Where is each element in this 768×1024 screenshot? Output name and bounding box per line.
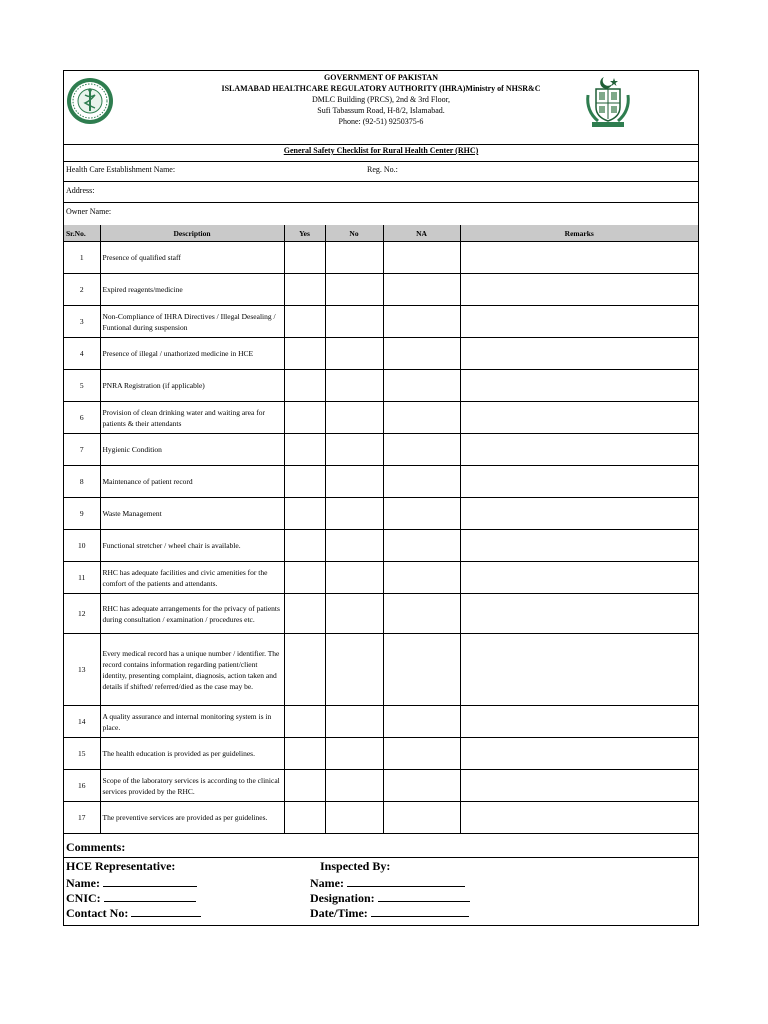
row-yes-cell[interactable] xyxy=(284,242,325,274)
rep-cnic-label: CNIC: xyxy=(66,891,101,905)
row-remarks-cell[interactable] xyxy=(460,770,698,802)
table-row xyxy=(64,594,698,634)
col-header-na: NA xyxy=(383,225,460,242)
row-yes-cell[interactable] xyxy=(284,530,325,562)
designation-label: Designation: xyxy=(310,891,375,905)
row-na-cell[interactable] xyxy=(383,634,460,706)
row-srno: 10 xyxy=(64,530,100,562)
row-yes-cell[interactable] xyxy=(284,466,325,498)
row-na-cell[interactable] xyxy=(383,594,460,634)
row-no-cell[interactable] xyxy=(325,370,383,402)
row-remarks-cell[interactable] xyxy=(460,530,698,562)
row-no-cell[interactable] xyxy=(325,242,383,274)
checklist-table xyxy=(64,225,698,834)
row-no-cell[interactable] xyxy=(325,402,383,434)
header-line-5: Phone: (92-51) 9250375-6 xyxy=(338,117,424,126)
col-header-remarks: Remarks xyxy=(460,225,698,242)
row-srno: 14 xyxy=(64,706,100,738)
row-no-cell[interactable] xyxy=(325,466,383,498)
row-no-cell[interactable] xyxy=(325,530,383,562)
row-no-cell[interactable] xyxy=(325,738,383,770)
row-yes-cell[interactable] xyxy=(284,738,325,770)
row-description: Maintenance of patient record xyxy=(100,466,284,498)
row-remarks-cell[interactable] xyxy=(460,370,698,402)
reg-no-label: Reg. No.: xyxy=(367,165,398,174)
table-row xyxy=(64,562,698,594)
row-no-cell[interactable] xyxy=(325,498,383,530)
row-no-cell[interactable] xyxy=(325,338,383,370)
row-srno: 7 xyxy=(64,434,100,466)
row-srno: 13 xyxy=(64,634,100,706)
table-row xyxy=(64,370,698,402)
address-label: Address: xyxy=(66,186,95,195)
row-remarks-cell[interactable] xyxy=(460,402,698,434)
row-yes-cell[interactable] xyxy=(284,434,325,466)
row-srno: 15 xyxy=(64,738,100,770)
table-row xyxy=(64,530,698,562)
row-na-cell[interactable] xyxy=(383,562,460,594)
comments-row[interactable] xyxy=(64,839,698,858)
row-yes-cell[interactable] xyxy=(284,498,325,530)
row-yes-cell[interactable] xyxy=(284,306,325,338)
pakistan-emblem-icon xyxy=(584,75,632,129)
address-row[interactable] xyxy=(64,182,698,203)
row-description: Expired reagents/medicine xyxy=(100,274,284,306)
table-row xyxy=(64,634,698,706)
hce-name-label: Health Care Establishment Name: xyxy=(66,165,176,174)
row-srno: 12 xyxy=(64,594,100,634)
checklist-form xyxy=(63,70,699,926)
row-description: Scope of the laboratory services is according to the clinical services provided by the RHC. xyxy=(100,770,284,802)
header-line-4: Sufi Tabassum Road, H-8/2, Islamabad. xyxy=(317,106,445,115)
row-yes-cell[interactable] xyxy=(284,370,325,402)
row-description: Presence of qualified staff xyxy=(100,242,284,274)
rep-name-label: Name: xyxy=(66,876,100,890)
row-remarks-cell[interactable] xyxy=(460,562,698,594)
row-remarks-cell[interactable] xyxy=(460,738,698,770)
col-header-no: No xyxy=(325,225,383,242)
row-no-cell[interactable] xyxy=(325,706,383,738)
table-row xyxy=(64,770,698,802)
datetime-line[interactable] xyxy=(371,904,469,917)
row-na-cell[interactable] xyxy=(383,434,460,466)
row-description: Presence of illegal / unathorized medicine in HCE xyxy=(100,338,284,370)
row-na-cell[interactable] xyxy=(383,770,460,802)
col-header-yes: Yes xyxy=(284,225,325,242)
row-srno: 17 xyxy=(64,802,100,834)
row-no-cell[interactable] xyxy=(325,306,383,338)
owner-name-label: Owner Name: xyxy=(66,207,112,216)
row-srno: 6 xyxy=(64,402,100,434)
row-srno: 5 xyxy=(64,370,100,402)
row-description: Provision of clean drinking water and waiting area for patients & their attendants xyxy=(100,402,284,434)
designation-line[interactable] xyxy=(378,889,470,902)
col-header-description: Description xyxy=(100,225,284,242)
inspector-name-label: Name: xyxy=(310,876,344,890)
row-remarks-cell[interactable] xyxy=(460,274,698,306)
rep-contact-label: Contact No: xyxy=(66,906,129,920)
row-yes-cell[interactable] xyxy=(284,338,325,370)
row-yes-cell[interactable] xyxy=(284,802,325,834)
row-na-cell[interactable] xyxy=(383,738,460,770)
table-row xyxy=(64,466,698,498)
row-srno: 3 xyxy=(64,306,100,338)
row-remarks-cell[interactable] xyxy=(460,466,698,498)
rep-contact-line[interactable] xyxy=(131,904,201,917)
table-row xyxy=(64,802,698,834)
row-description: Functional stretcher / wheel chair is available. xyxy=(100,530,284,562)
row-description: Non-Compliance of IHRA Directives / Illegal Desealing / Funtional during suspension xyxy=(100,306,284,338)
form-title: General Safety Checklist for Rural Health Center (RHC) xyxy=(283,146,479,155)
row-yes-cell[interactable] xyxy=(284,562,325,594)
row-description: The preventive services are provided as per guidelines. xyxy=(100,802,284,834)
row-na-cell[interactable] xyxy=(383,466,460,498)
row-na-cell[interactable] xyxy=(383,370,460,402)
row-no-cell[interactable] xyxy=(325,562,383,594)
row-description: A quality assurance and internal monitoring system is in place. xyxy=(100,706,284,738)
header-line-3: DMLC Building (PRCS), 2nd & 3rd Floor, xyxy=(312,95,450,104)
row-remarks-cell[interactable] xyxy=(460,498,698,530)
row-remarks-cell[interactable] xyxy=(460,434,698,466)
row-srno: 8 xyxy=(64,466,100,498)
rep-name-line[interactable] xyxy=(103,874,197,887)
inspected-by-label: Inspected By: xyxy=(320,859,391,873)
table-row xyxy=(64,242,698,274)
table-row xyxy=(64,498,698,530)
form-title-bar xyxy=(64,144,698,162)
row-yes-cell[interactable] xyxy=(284,634,325,706)
datetime-field[interactable] xyxy=(310,904,469,921)
row-na-cell[interactable] xyxy=(383,338,460,370)
row-remarks-cell[interactable] xyxy=(460,242,698,274)
row-no-cell[interactable] xyxy=(325,274,383,306)
table-row xyxy=(64,706,698,738)
rep-cnic-line[interactable] xyxy=(104,889,196,902)
row-na-cell[interactable] xyxy=(383,530,460,562)
table-row xyxy=(64,338,698,370)
datetime-label: Date/Time: xyxy=(310,906,368,920)
row-remarks-cell[interactable] xyxy=(460,802,698,834)
row-remarks-cell[interactable] xyxy=(460,338,698,370)
row-yes-cell[interactable] xyxy=(284,770,325,802)
row-description: The health education is provided as per guidelines. xyxy=(100,738,284,770)
row-srno: 4 xyxy=(64,338,100,370)
header-line-1: GOVERNMENT OF PAKISTAN xyxy=(324,73,438,82)
row-no-cell[interactable] xyxy=(325,770,383,802)
row-remarks-cell[interactable] xyxy=(460,634,698,706)
row-no-cell[interactable] xyxy=(325,634,383,706)
table-row xyxy=(64,274,698,306)
row-srno: 2 xyxy=(64,274,100,306)
row-remarks-cell[interactable] xyxy=(460,594,698,634)
row-srno: 11 xyxy=(64,562,100,594)
hce-name-row[interactable] xyxy=(64,161,698,182)
row-na-cell[interactable] xyxy=(383,274,460,306)
row-na-cell[interactable] xyxy=(383,402,460,434)
row-no-cell[interactable] xyxy=(325,434,383,466)
row-no-cell[interactable] xyxy=(325,594,383,634)
row-srno: 1 xyxy=(64,242,100,274)
comments-label: Comments: xyxy=(66,840,126,854)
rep-contact-field[interactable] xyxy=(66,904,201,921)
inspector-name-line[interactable] xyxy=(347,874,465,887)
row-no-cell[interactable] xyxy=(325,802,383,834)
row-remarks-cell[interactable] xyxy=(460,706,698,738)
row-srno: 9 xyxy=(64,498,100,530)
table-row xyxy=(64,434,698,466)
letterhead xyxy=(64,71,698,145)
table-row xyxy=(64,306,698,338)
row-na-cell[interactable] xyxy=(383,242,460,274)
row-yes-cell[interactable] xyxy=(284,594,325,634)
row-na-cell[interactable] xyxy=(383,498,460,530)
row-na-cell[interactable] xyxy=(383,802,460,834)
table-row xyxy=(64,738,698,770)
col-header-srno: Sr.No. xyxy=(64,225,100,242)
row-srno: 16 xyxy=(64,770,100,802)
row-description: RHC has adequate arrangements for the privacy of patients during consultation / examination / procedures etc. xyxy=(100,594,284,634)
row-description: Waste Management xyxy=(100,498,284,530)
owner-row[interactable] xyxy=(64,203,698,224)
row-yes-cell[interactable] xyxy=(284,706,325,738)
row-description: RHC has adequate facilities and civic amenities for the comfort of the patients and attendants. xyxy=(100,562,284,594)
hce-rep-label: HCE Representative: xyxy=(66,859,176,873)
header-line-2: ISLAMABAD HEALTHCARE REGULATORY AUTHORITY (IHRA)Ministry of NHSR&C xyxy=(221,84,541,93)
row-description: PNRA Registration (if applicable) xyxy=(100,370,284,402)
row-na-cell[interactable] xyxy=(383,306,460,338)
table-header-row xyxy=(64,225,698,242)
row-yes-cell[interactable] xyxy=(284,402,325,434)
row-description: Every medical record has a unique number / identifier. The record contains information regarding patient/client identity, presenting complaint, diagnosis, action taken and details if shifted/ referred/died as the case may be. xyxy=(100,634,284,706)
row-description: Hygienic Condition xyxy=(100,434,284,466)
table-row xyxy=(64,402,698,434)
row-yes-cell[interactable] xyxy=(284,274,325,306)
row-remarks-cell[interactable] xyxy=(460,306,698,338)
row-na-cell[interactable] xyxy=(383,706,460,738)
